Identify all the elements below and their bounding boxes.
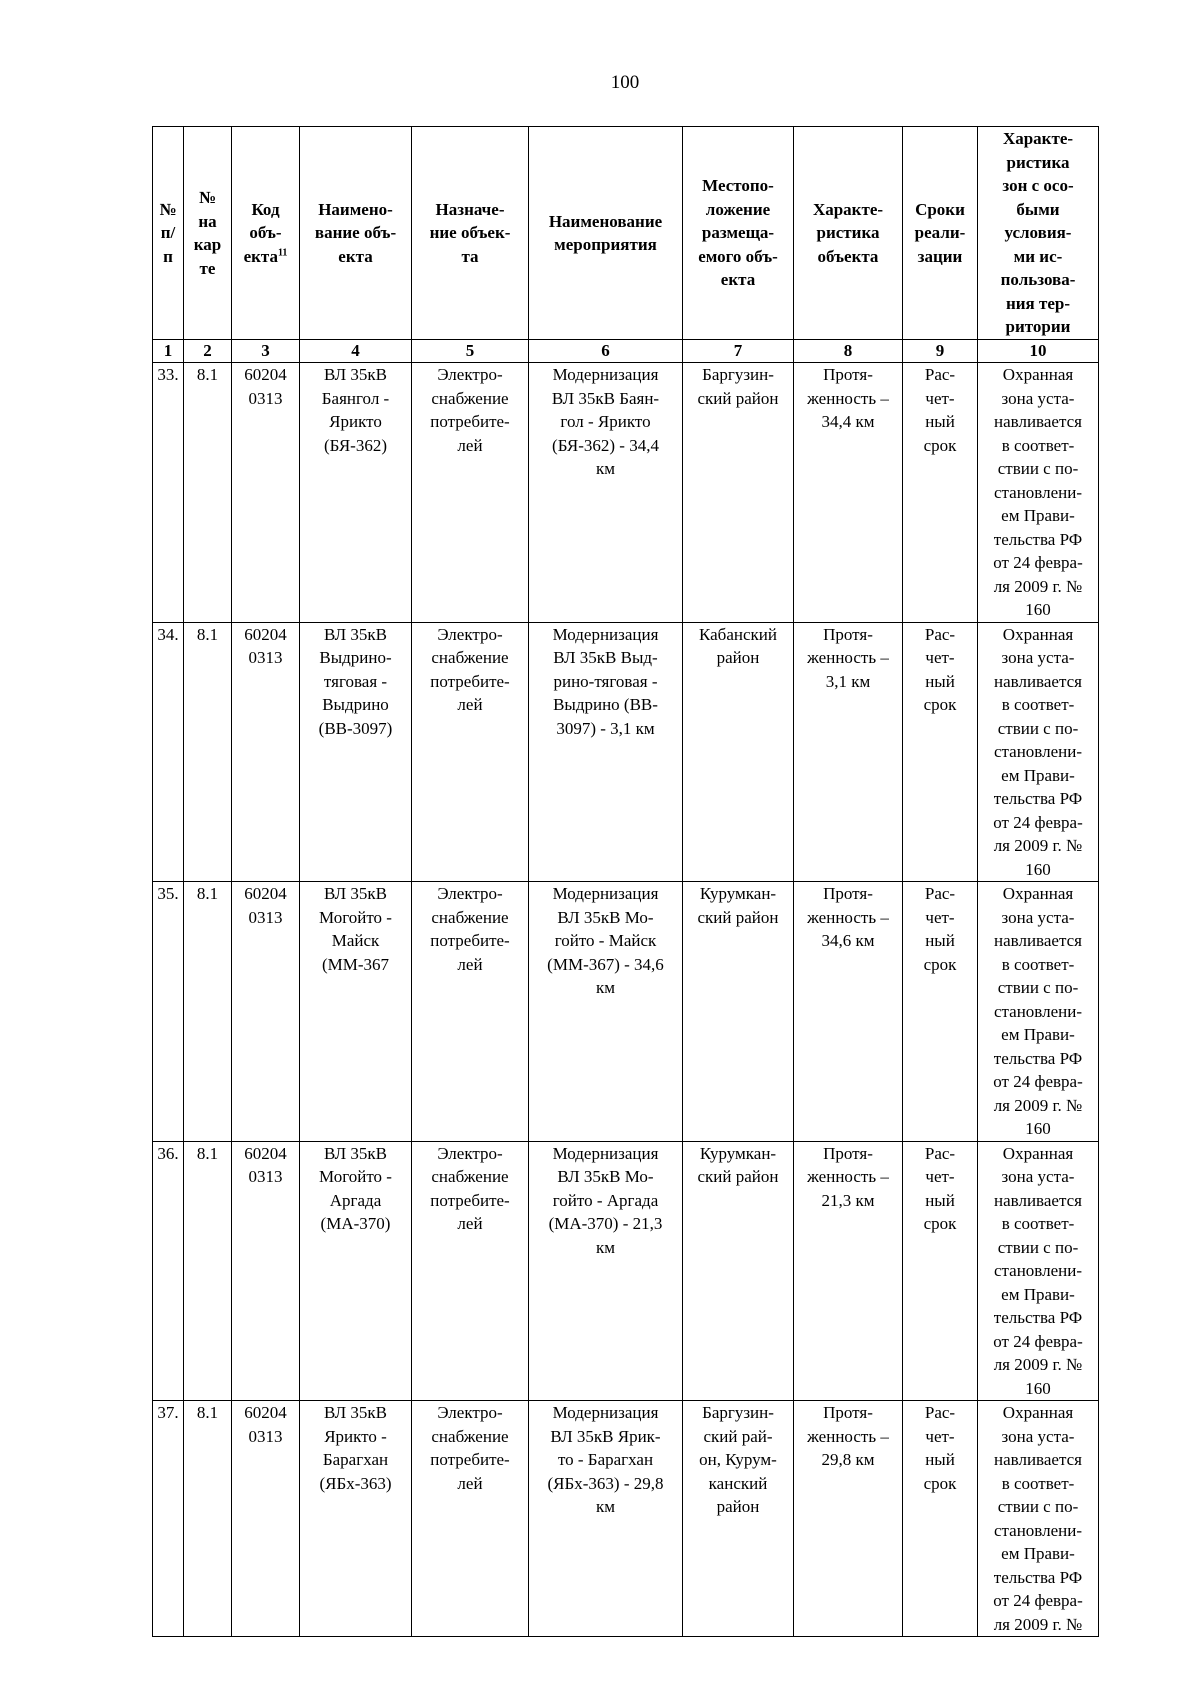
object-code: 60204 0313 [232,622,300,882]
measure-name: Модернизация ВЛ 35кВ Мо- гойто - Майск (ММ-367) - 34,6 км [529,882,683,1142]
row-number: 37. [153,1401,184,1637]
map-number: 8.1 [184,622,232,882]
row-number: 35. [153,882,184,1142]
column-number: 4 [300,340,412,363]
header-col-3-text: Код объ- екта [243,199,282,266]
zone-characteristic: Охранная зона уста- навливается в соответ- ствии с по- становлени- ем Прави- тельства РФ от 24 февра- ля 2009 г. № [978,1401,1099,1637]
header-col-1: № п/ п [153,127,184,340]
page-number: 100 [610,72,640,93]
zone-characteristic: Охранная зона уста- навливается в соответ- ствии с по- становлени- ем Прави- тельства РФ от 24 февра- ля 2009 г. № 160 [978,363,1099,623]
object-name: ВЛ 35кВ Ярикто - Барагхан (ЯБх-363) [300,1401,412,1637]
header-col-8: Характе- ристика объекта [794,127,903,340]
object-name: ВЛ 35кВ Баянгол - Ярикто (БЯ-362) [300,363,412,623]
object-name: ВЛ 35кВ Выдрино- тяговая - Выдрино (ВВ-3097) [300,622,412,882]
object-code: 60204 0313 [232,363,300,623]
row-number: 34. [153,622,184,882]
zone-characteristic: Охранная зона уста- навливается в соответ- ствии с по- становлени- ем Прави- тельства РФ от 24 февра- ля 2009 г. № 160 [978,622,1099,882]
object-name: ВЛ 35кВ Могойто - Аргада (МА-370) [300,1141,412,1401]
object-characteristic: Протя- женность – 34,4 км [794,363,903,623]
implementation-term: Рас- чет- ный срок [903,363,978,623]
implementation-term: Рас- чет- ный срок [903,1141,978,1401]
column-number: 5 [412,340,529,363]
object-code: 60204 0313 [232,1401,300,1637]
zone-characteristic: Охранная зона уста- навливается в соответ- ствии с по- становлени- ем Прави- тельства РФ от 24 февра- ля 2009 г. № 160 [978,1141,1099,1401]
header-col-10: Характе- ристика зон с осо- быми условия- ми ис- пользова- ния тер- ритории [978,127,1099,340]
column-number: 6 [529,340,683,363]
map-number: 8.1 [184,363,232,623]
column-number: 7 [683,340,794,363]
map-number: 8.1 [184,1141,232,1401]
header-col-3 [232,127,300,340]
objects-table [152,126,1099,1637]
object-location: Курумкан- ский район [683,1141,794,1401]
object-location: Баргузин- ский район [683,363,794,623]
object-characteristic: Протя- женность – 3,1 км [794,622,903,882]
object-code: 60204 0313 [232,1141,300,1401]
zone-characteristic: Охранная зона уста- навливается в соответ- ствии с по- становлени- ем Прави- тельства РФ от 24 февра- ля 2009 г. № 160 [978,882,1099,1142]
header-row [153,127,1099,340]
object-purpose: Электро- снабжение потребите- лей [412,622,529,882]
header-col-5: Назначе- ние объек- та [412,127,529,340]
table-row [153,1401,1099,1637]
row-number: 33. [153,363,184,623]
header-col-9: Сроки реали- зации [903,127,978,340]
table-row [153,882,1099,1142]
map-number: 8.1 [184,1401,232,1637]
header-col-7: Местопо- ложение размеща- емого объ- екта [683,127,794,340]
measure-name: Модернизация ВЛ 35кВ Баян- гол - Ярикто (БЯ-362) - 34,4 км [529,363,683,623]
object-characteristic: Протя- женность – 29,8 км [794,1401,903,1637]
column-number: 8 [794,340,903,363]
column-number: 1 [153,340,184,363]
table-row [153,363,1099,623]
row-number: 36. [153,1141,184,1401]
implementation-term: Рас- чет- ный срок [903,1401,978,1637]
measure-name: Модернизация ВЛ 35кВ Мо- гойто - Аргада (МА-370) - 21,3 км [529,1141,683,1401]
column-number: 10 [978,340,1099,363]
table-row [153,1141,1099,1401]
column-number: 9 [903,340,978,363]
object-location: Курумкан- ский район [683,882,794,1142]
column-number: 2 [184,340,232,363]
object-location: Кабанский район [683,622,794,882]
object-location: Баргузин- ский рай- он, Курум- канский район [683,1401,794,1637]
object-name: ВЛ 35кВ Могойто - Майск (ММ-367 [300,882,412,1142]
map-number: 8.1 [184,882,232,1142]
object-purpose: Электро- снабжение потребите- лей [412,1141,529,1401]
table-row [153,622,1099,882]
implementation-term: Рас- чет- ный срок [903,882,978,1142]
column-number: 3 [232,340,300,363]
measure-name: Модернизация ВЛ 35кВ Выд- рино-тяговая - Выдрино (ВВ- 3097) - 3,1 км [529,622,683,882]
column-number-row [153,340,1099,363]
object-code: 60204 0313 [232,882,300,1142]
object-characteristic: Протя- женность – 21,3 км [794,1141,903,1401]
object-purpose: Электро- снабжение потребите- лей [412,882,529,1142]
measure-name: Модернизация ВЛ 35кВ Ярик- то - Барагхан (ЯБх-363) - 29,8 км [529,1401,683,1637]
header-col-6: Наименование мероприятия [529,127,683,340]
object-purpose: Электро- снабжение потребите- лей [412,1401,529,1637]
implementation-term: Рас- чет- ный срок [903,622,978,882]
header-col-4: Наимено- вание объ- екта [300,127,412,340]
footnote-marker: 11 [277,247,288,259]
header-col-2: № на кар те [184,127,232,340]
object-purpose: Электро- снабжение потребите- лей [412,363,529,623]
object-characteristic: Протя- женность – 34,6 км [794,882,903,1142]
